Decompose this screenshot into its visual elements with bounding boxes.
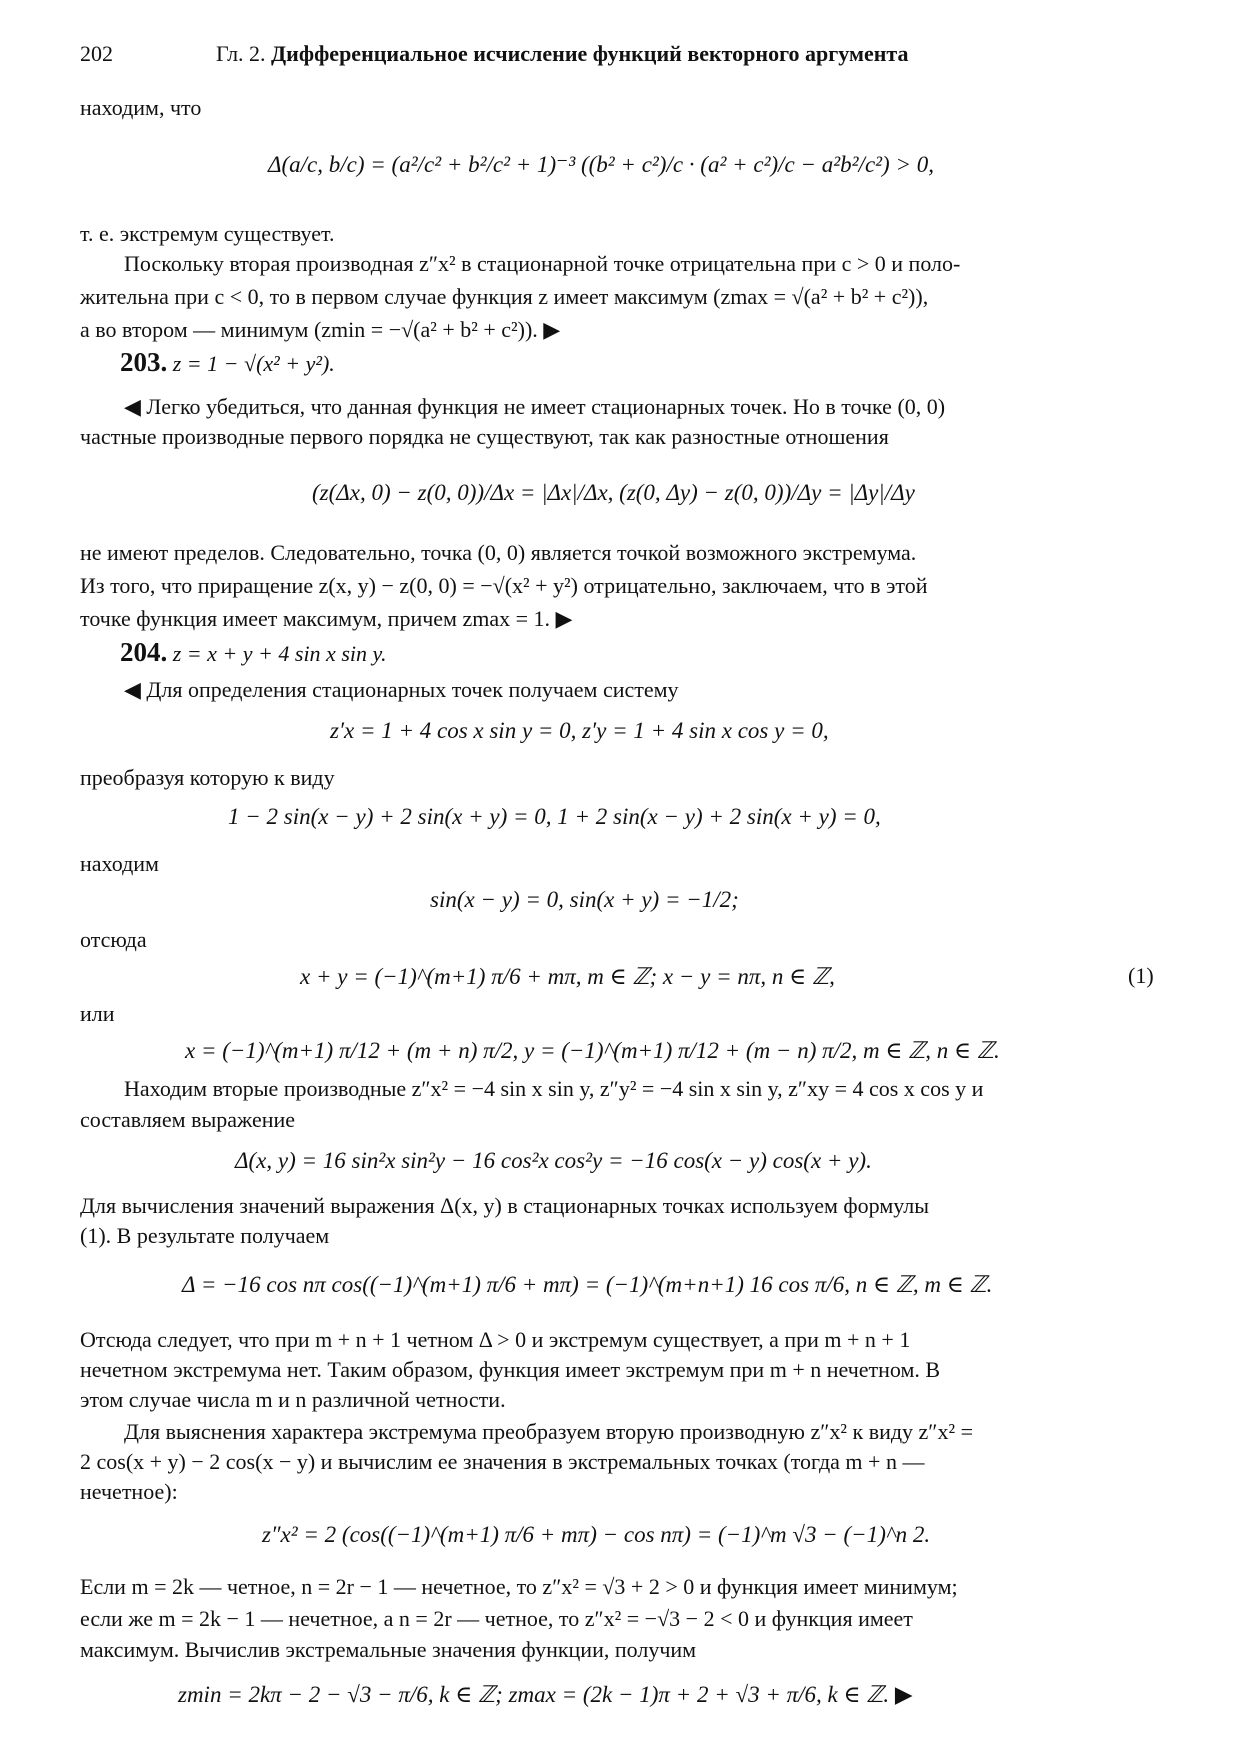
formula-delta-abc: Δ(a/c, b/c) = (a²/c² + b²/c² + 1)⁻³ ((b² + c²)/c · (a² + c²)/c − a²b²/c²) > 0, [268, 152, 934, 177]
problem-number: 203. [120, 347, 168, 377]
problem-statement: z = 1 − √(x² + y²). [172, 351, 335, 376]
text-line: максимум. Вычислив экстремальные значения функции, получим [80, 1637, 697, 1662]
page-number: 202 [80, 41, 113, 66]
text-line: отсюда [80, 927, 147, 952]
running-header [80, 40, 1180, 68]
text-line: Находим вторые производные z″x² = −4 sin x sin y, z″y² = −4 sin x sin y, z″xy = 4 cos x cos y и [124, 1076, 984, 1101]
text-line: составляем выражение [80, 1107, 296, 1132]
formula-transformed-system: 1 − 2 sin(x − y) + 2 sin(x + y) = 0, 1 + 2 sin(x − y) + 2 sin(x + y) = 0, [228, 804, 881, 829]
text-line: 2 cos(x + y) − 2 cos(x − y) и вычислим ее значения в экстремальных точках (тогда m + n — [80, 1449, 925, 1474]
problem-number: 204. [120, 637, 168, 667]
running-title: Дифференциальное исчисление функций векторного аргумента [271, 41, 909, 66]
formula-1: x + y = (−1)^(m+1) π/6 + mπ, m ∈ ℤ; x − y = nπ, n ∈ ℤ, [300, 964, 835, 989]
formula-delta-value: Δ = −16 cos nπ cos((−1)^(m+1) π/6 + mπ) = (−1)^(m+n+1) 16 cos π/6, n ∈ ℤ, m ∈ ℤ. [182, 1272, 993, 1297]
text-line: преобразуя которую к виду [80, 765, 335, 790]
text-line: находим, что [80, 95, 202, 120]
text-line: или [80, 1001, 115, 1026]
running-title-prefix: Гл. 2. [216, 41, 266, 66]
problem-203 [120, 348, 335, 378]
text-line: т. е. экстремум существует. [80, 221, 335, 246]
formula-extremal-values: zmin = 2kπ − 2 − √3 − π/6, k ∈ ℤ; zmax = (2k − 1)π + 2 + √3 + π/6, k ∈ ℤ. ▶ [178, 1682, 913, 1707]
text-line: точке функция имеет максимум, причем zmax = 1. ▶ [80, 606, 573, 631]
equation-number: (1) [1128, 963, 1154, 988]
text-line: Из того, что приращение z(x, y) − z(0, 0) = −√(x² + y²) отрицательно, заключаем, что в этой [80, 573, 928, 598]
text-line: жительна при c < 0, то в первом случае функция z имеет максимум (zmax = √(a² + b² + c²)), [80, 284, 929, 309]
text-line: Для вычисления значений выражения Δ(x, y) в стационарных точках используем формулы [80, 1193, 930, 1218]
formula-difference-quotients: (z(Δx, 0) − z(0, 0))/Δx = |Δx|/Δx, (z(0, Δy) − z(0, 0))/Δy = |Δy|/Δy [312, 480, 915, 505]
text-line: если же m = 2k − 1 — нечетное, а n = 2r — четное, то z″x² = −√3 − 2 < 0 и функция имеет [80, 1606, 913, 1631]
problem-204 [120, 638, 387, 668]
text-line: Поскольку вторая производная z″x² в стационарной точке отрицательна при c > 0 и поло- [124, 251, 961, 276]
text-line: ◀ Для определения стационарных точек получаем систему [124, 677, 679, 702]
text-line: частные производные первого порядка не существуют, так как разностные отношения [80, 424, 889, 449]
text-line: а во втором — минимум (zmin = −√(a² + b² + c²)). ▶ [80, 317, 561, 342]
text-line: Для выяснения характера экстремума преобразуем вторую производную z″x² к виду z″x² = [124, 1419, 973, 1444]
formula-system: z′x = 1 + 4 cos x sin y = 0, z′y = 1 + 4 sin x cos y = 0, [330, 718, 829, 743]
text-line: не имеют пределов. Следовательно, точка (0, 0) является точкой возможного экстремума. [80, 540, 917, 565]
text-line: Отсюда следует, что при m + n + 1 четном Δ > 0 и экстремум существует, а при m + n + 1 [80, 1327, 911, 1352]
text-line: находим [80, 851, 159, 876]
text-line: Если m = 2k — четное, n = 2r − 1 — нечетное, то z″x² = √3 + 2 > 0 и функция имеет минимум; [80, 1574, 958, 1599]
formula-stationary-points: x = (−1)^(m+1) π/12 + (m + n) π/2, y = (−1)^(m+1) π/12 + (m − n) π/2, m ∈ ℤ, n ∈ ℤ. [185, 1038, 1000, 1063]
text-line: этом случае числа m и n различной четности. [80, 1387, 506, 1412]
text-line: нечетное): [80, 1479, 178, 1504]
problem-statement: z = x + y + 4 sin x sin y. [172, 641, 387, 666]
formula-sines: sin(x − y) = 0, sin(x + y) = −1/2; [430, 887, 739, 912]
text-line: нечетном экстремума нет. Таким образом, функция имеет экстремум при m + n нечетном. В [80, 1357, 941, 1382]
formula-delta-xy: Δ(x, y) = 16 sin²x sin²y − 16 cos²x cos²y = −16 cos(x − y) cos(x + y). [235, 1148, 872, 1173]
text-line: ◀ Легко убедиться, что данная функция не имеет стационарных точек. Но в точке (0, 0) [124, 394, 946, 419]
text-line: (1). В результате получаем [80, 1223, 330, 1248]
formula-second-derivative: z″x² = 2 (cos((−1)^(m+1) π/6 + mπ) − cos nπ) = (−1)^m √3 − (−1)^n 2. [262, 1522, 931, 1547]
